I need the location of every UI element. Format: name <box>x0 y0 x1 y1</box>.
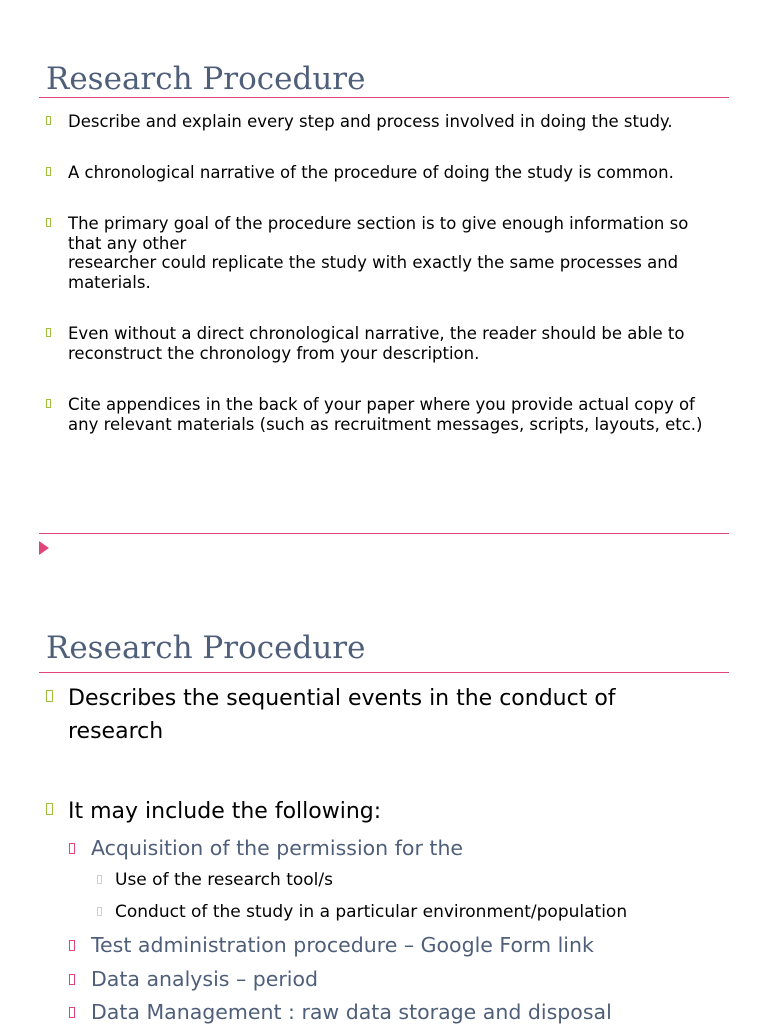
slide1-bullet-3 <box>46 214 706 292</box>
square-bullet-icon <box>69 1007 75 1018</box>
slide2-bullet-2 <box>46 795 686 828</box>
square-bullet-icon <box>46 690 53 702</box>
slide2-bullet-1 <box>46 682 686 748</box>
square-bullet-icon <box>46 803 53 815</box>
slide2-sub-sub-bullet-2 <box>97 902 717 922</box>
slide1-bullet-4 <box>46 324 706 363</box>
slide2-sub-bullet-1-text: Acquisition of the permission for the <box>91 836 464 860</box>
play-arrow-icon[interactable] <box>39 541 49 555</box>
slide2-bullet-2-text: It may include the following: <box>68 799 382 824</box>
slide1-bullet-1 <box>46 112 706 132</box>
slide2-sub-bullet-4 <box>69 1000 709 1024</box>
slide2-sub-bullet-1 <box>69 836 709 860</box>
slide2-sub-sub-bullet-1-text: Use of the research tool/s <box>115 870 333 890</box>
slide1-bullet-2 <box>46 163 706 183</box>
square-bullet-icon <box>46 116 51 125</box>
square-bullet-icon <box>69 974 75 985</box>
slide1-bullet-4-text: Even without a direct chronological narrative, the reader should be able to reconstruct the chronology from your description. <box>68 324 685 363</box>
square-bullet-icon <box>69 940 75 951</box>
square-bullet-icon <box>46 399 51 408</box>
slide2-sub-bullet-3 <box>69 967 709 991</box>
slide1-bullet-5-text: Cite appendices in the back of your paper where you provide actual copy of any relevant materials (such as recruitment messages, scripts, layouts, etc.) <box>68 395 703 434</box>
slide2-sub-sub-bullet-1 <box>97 870 717 890</box>
slide2-sub-sub-bullet-2-text: Conduct of the study in a particular environment/population <box>115 902 628 922</box>
slide-divider-rule <box>39 533 729 534</box>
square-bullet-icon <box>97 907 102 916</box>
slide2-sub-bullet-2 <box>69 933 709 957</box>
slide1-title: Research Procedure <box>46 61 366 97</box>
slide1-bullet-5 <box>46 395 706 434</box>
slide1-title-rule <box>39 97 729 98</box>
slide1-bullet-1-text: Describe and explain every step and process involved in doing the study. <box>68 112 673 131</box>
square-bullet-icon <box>97 875 102 884</box>
slide2-sub-bullet-2-text: Test administration procedure – Google Form link <box>91 933 594 957</box>
square-bullet-icon <box>46 167 51 176</box>
slide2-bullet-1-text: Describes the sequential events in the conduct of research <box>68 686 616 744</box>
slide2-sub-bullet-4-text: Data Management : raw data storage and disposal <box>91 1000 612 1024</box>
square-bullet-icon <box>46 218 51 227</box>
square-bullet-icon <box>46 328 51 337</box>
square-bullet-icon <box>69 843 75 854</box>
slide2-title-rule <box>39 672 729 673</box>
slide1-bullet-3-text: The primary goal of the procedure section is to give enough information so that any other researcher could replicate the study with exactly the same processes and materials. <box>68 214 689 292</box>
slide1-bullet-2-text: A chronological narrative of the procedure of doing the study is common. <box>68 163 674 182</box>
slide2-title: Research Procedure <box>46 630 366 666</box>
slide2-sub-bullet-3-text: Data analysis – period <box>91 967 319 991</box>
